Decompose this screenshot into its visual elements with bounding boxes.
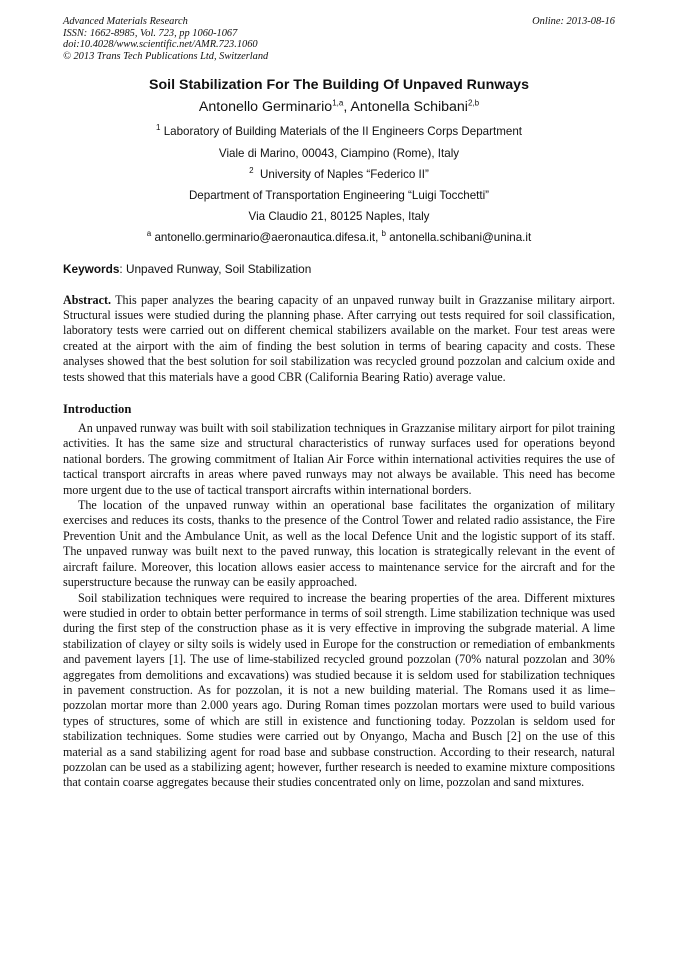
abstract-text: This paper analyzes the bearing capacity of an unpaved runway built in Grazzanise military airport. Structural issues were studied during the planning phase. After carrying out tests required for soil classification, laboratory tests were carried out on different chemical stabilizers available on the market. Four test areas were created at the airport with the aim of finding the best solution in terms of bearing capacity and costs. These analyses showed that the best solution for soil stabilization was recycled ground pozzolan and calcium oxide and tests showed that this materials have a good CBR (California Bearing Ratio) average value. [63, 292, 615, 384]
author-name: Antonella Schibani [350, 99, 468, 116]
paper-title: Soil Stabilization For The Building Of Unpaved Runways [149, 77, 529, 94]
affiliation-2-line-3: Via Claudio 21, 80125 Naples, Italy [248, 210, 430, 224]
body-paragraph: The location of the unpaved runway within an operational base facilitates the organization of military exercises and reduces its costs, thanks to the presence of the Control Tower and related radio assistance, the Fire Prevention Unit and the Ambulance Unit, as well as the local Defence Unit and the logistic support of its staff. The unpaved runway was built next to the paved runway, this location is strategically relevant in the event of aircraft failure. Moreover, this location allows easier access to maintenance service for the aircraft and for the superstructure because the runway can be easily approached. [63, 498, 615, 590]
online-date: Online: 2013-08-16 [532, 16, 615, 27]
author-list [63, 98, 615, 116]
abstract [63, 293, 615, 385]
keywords-text: : Unpaved Runway, Soil Stabilization [119, 261, 312, 276]
section-heading-introduction: Introduction [63, 402, 132, 417]
email-line [63, 227, 615, 248]
affiliation-marker: 2 [249, 165, 254, 175]
issn-line: ISSN: 1662-8985, Vol. 723, pp 1060-1067 [63, 27, 238, 39]
email-marker: a [146, 229, 152, 239]
email-marker: b [381, 229, 386, 239]
affiliation-marker: 1 [156, 123, 161, 133]
affiliation-1-line-2: Viale di Marino, 00043, Ciampino (Rome), Italy [218, 146, 460, 160]
abstract-label: Abstract. [63, 292, 112, 307]
keywords-label: Keywords [63, 261, 120, 276]
copyright-line: © 2013 Trans Tech Publications Ltd, Switzerland [63, 50, 269, 62]
author-affiliation-marker: 1,a [332, 98, 344, 108]
body-paragraph: Soil stabilization techniques were required to increase the bearing properties of the area. Different mixtures were studied in order to obtain better performance in terms of soil strength. Lime stabilization technique was used during the first step of the construction phase as it is very effective in improving the subgrade material. A lime stabilization of clayey or silty soils is widely used in Europe for the construction or remediation of embankments and pavement layers [1]. The use of lime-stabilized recycled ground pozzolan (70% natural pozzolan and 30% aggregates from demolitions and excavations) was studied because it is seldom used for stabilization techniques in pavement construction. As for pozzolan, it is not a new building material. The Romans used it as lime–pozzolan mortar more than 2.000 years ago. During Roman times pozzolan mortars were used to build various types of structures, some of which are still in existence and functioning today. Pozzolan is seldom used for stabilization techniques. Some studies were carried out by Onyango, Macha and Busch [2] on the use of this material as a sand stabilizing agent for road base and subbase construction. According to their research, natural pozzolan can be used as a stabilizing agent; however, further research is needed to examine mixture compositions that contain coarse aggregates because their studies concentrated only on lime, pozzolan and sand mixtures. [63, 590, 615, 790]
journal-header [63, 16, 615, 62]
email-link-a[interactable]: antonello.germinario@aeronautica.difesa.it, [154, 231, 379, 245]
body-paragraph: An unpaved runway was built with soil stabilization techniques in Grazzanise military airport for pilot training activities. It has the same size and structural characteristics of runway surfaces used for operations beyond national borders. The growing commitment of Italian Air Force within international activities requires the use of tactical transport aircrafts in areas where paved runways may not always be available. This need has become more urgent due to the use of tactical transport aircrafts within international borders. [63, 421, 615, 497]
affiliation-2-line-2: Department of Transportation Engineering “Luigi Tocchetti” [188, 188, 490, 202]
affiliation-2-line-1: $^2$ University of Naples “Federico II” [249, 165, 429, 181]
author-separator: , [343, 99, 351, 116]
email-link-b[interactable]: antonella.schibani@unina.it [389, 231, 532, 245]
keywords [63, 262, 615, 277]
affiliation-1-line-1: $^1$ Laboratory of Building Materials of the II Engineers Corps Department [156, 123, 522, 139]
author-name: Antonello Germinario [198, 99, 333, 116]
doi-line: doi:10.4028/www.scientific.net/AMR.723.1060 [63, 39, 258, 51]
author-affiliation-marker: 2,b [467, 98, 480, 108]
journal-name: Advanced Materials Research [63, 16, 188, 27]
